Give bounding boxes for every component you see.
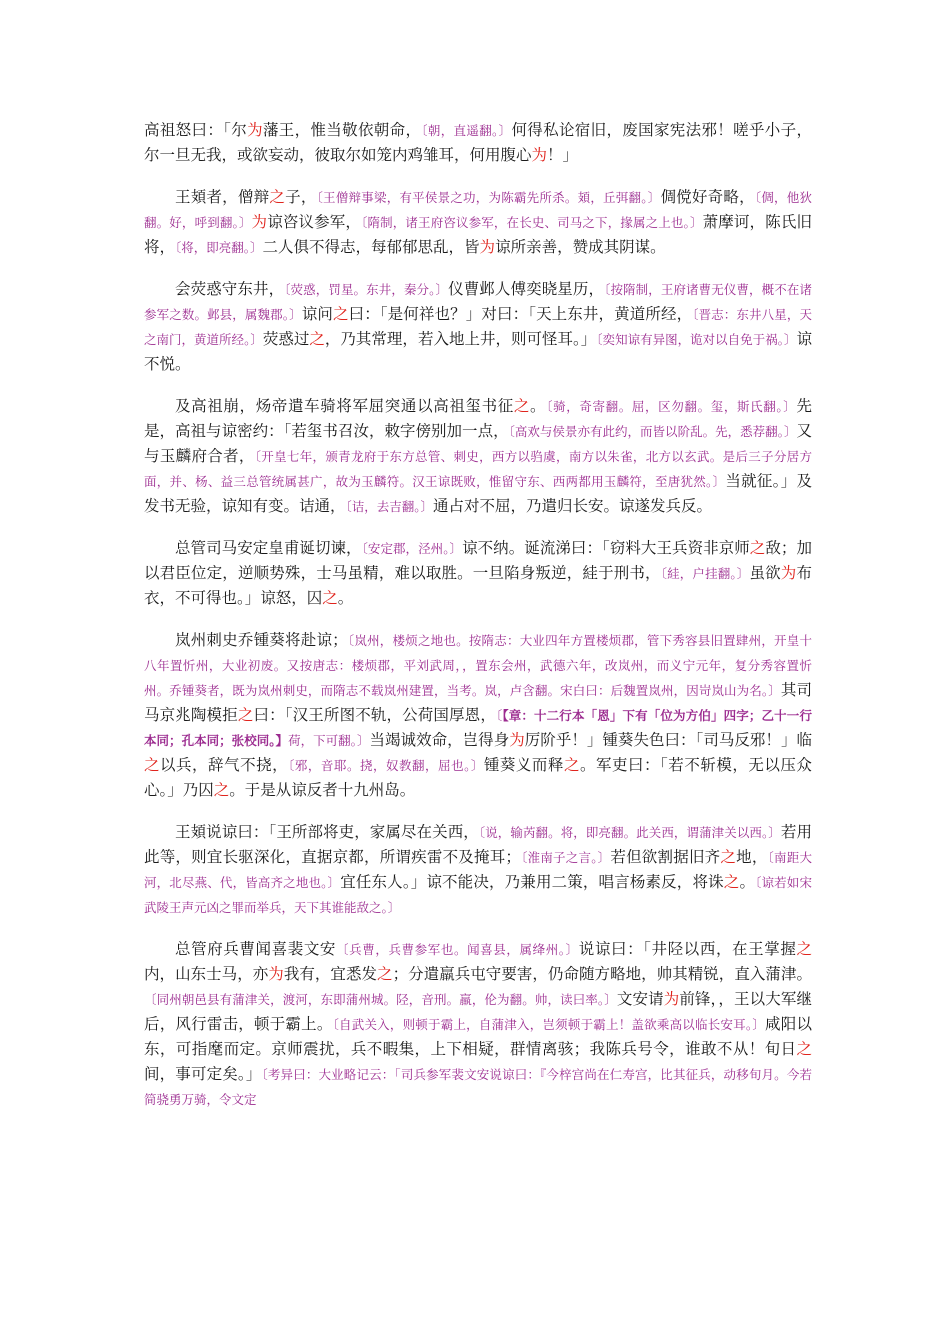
body-text: 间，事可定矣。」 [144,1065,262,1083]
paragraph [144,394,812,519]
annotation-note: 〔同州朝邑县有蒲津关，渡河，东即蒲州城。陉，音刑。羸，伦为翻。帅，读曰率。〕 [144,992,617,1007]
body-text: 王頍说谅曰：「王所部将吏，家属尽在关西， [175,823,479,841]
annotation-note: 〔朝，直遥翻。〕 [421,123,512,138]
annotation-note: 〔晋志：东井八星，天之南门，黄道所经。〕 [144,307,812,347]
body-text: 曰：「是何祥也？」对曰：「天上东井，黄道所经， [348,305,693,323]
body-text: 。 [530,397,547,415]
highlighted-character: 为 [780,564,797,582]
body-text: 厉阶乎！」锺葵失色曰：「司马反邪！」临 [524,731,812,749]
body-text: 布衣，不可得也。」谅怒，囚 [144,564,812,607]
body-text: 当竭诚效命，岂得身 [369,731,510,749]
body-text: 谅所亲善，赞成其阴谋。 [495,238,666,256]
body-text: 。 [739,873,756,891]
annotation-note: 〔开皇七年，颁青龙府于东方总管、刺史，西方以驺虞，南方以朱雀，北方以玄武。是后三子分居方面，并、杨、益三总管统属甚广，故为玉麟符。汉王谅既败，惟留守东、西两都用玉麟符，至唐犹然。〕 [144,449,812,489]
paragraph [144,937,812,1112]
body-text: 若但欲割据旧齐 [610,848,721,866]
highlighted-character: 之 [723,873,740,891]
highlighted-character: 为 [247,121,263,139]
annotation-note: 〔考异曰：大业略记云：「司兵参军裴文安说谅曰：『今梓宫尚在仁寿宫，比其征兵，动移旬月。今若简骁勇万骑，令文定 [144,1067,812,1107]
highlighted-character: 之 [332,305,349,323]
paragraph [144,536,812,611]
annotation-note: 〔谅若如宋武陵王声元凶之罪而举兵，天下其谁能敌之。〕 [144,875,812,915]
body-text: 荧惑过 [262,330,310,348]
body-text: 又与玉麟府合者， [144,422,812,465]
annotation-note: 〔将，即亮翻。〕 [175,240,263,255]
body-text: 仪曹邺人傅奕晓星历， [448,280,605,298]
annotation-note: 〔 [495,708,503,723]
highlighted-character: 之 [269,188,286,206]
body-text: 二人俱不得志，每郁郁思乱，皆 [262,238,480,256]
highlighted-character: 之 [796,940,812,958]
body-text: 内，山东士马，亦 [144,965,269,983]
annotation-note: 〔荧惑，罚星。东井，秦分。〕 [284,282,449,297]
paragraph [144,628,812,803]
body-text: ；分遣羸兵屯守要害，仍命随方略地，帅其精锐，直入蒲津。 [392,965,812,983]
body-text: 虽欲 [749,564,781,582]
body-text: 谅咨议参军， [267,213,362,231]
body-text: 岚州刺史乔锺葵将赴谅； [175,631,348,649]
body-text: 锺葵义而释 [483,756,564,774]
body-text: 曰：「汉王所图不轨，公荷国厚恩， [253,706,496,724]
annotation-note: 〔按隋制，王府诸曹无仪曹，概不在诸参军之数。邺县，属魏郡。〕 [144,282,812,322]
annotation-note: 〔岚州，楼烦之地也。按隋志：大业四年方置楼烦郡，管下秀容县旧置肆州，开皇十八年置忻州，大业初废。又按唐志：楼烦郡，平刘武周，，置东会州，武德六年，改岚州，而义宁元年，复分秀容置忻州。乔锺葵者，既为岚州刺史，而隋志不载岚州建置，当考。岚，卢含翻。宋白曰：后魏置岚州，因岢岚山为名。〕 [144,633,812,698]
body-text: 宜任东人。」谅不能决，乃兼用二策，唱言杨素反，将诛 [340,873,724,891]
highlighted-character: 之 [144,756,161,774]
highlighted-character: 为 [479,238,496,256]
highlighted-character: 之 [213,781,230,799]
body-text: 我有，宜悉发 [283,965,378,983]
body-text: 倜傥好奇略， [660,188,755,206]
highlighted-character: 之 [513,397,531,415]
annotation-note: 〔南距大河，北尽燕、代，皆高齐之地也。〕 [144,850,812,890]
body-text: 子， [285,188,317,206]
highlighted-character: 之 [377,965,393,983]
annotation-note: 〔王僧辩事梁，有平侯景之功，为陈霸先所杀。頍，丘弭翻。〕 [316,190,661,205]
highlighted-character: 之 [749,539,766,557]
body-text: 文安请 [616,990,664,1008]
annotation-note: 〔絓，户挂翻。〕 [660,566,750,581]
body-text: 。 [337,589,354,607]
annotation-note: 【章：十二行本「恩」下有「位为方伯」四字；乙十一行本同；孔本同；张校同。】 [144,708,812,748]
paragraph [144,185,812,260]
annotation-note: 〔高欢与侯景亦有此约，而皆以阶乱。先，悉荐翻。〕 [508,424,797,439]
annotation-note: 〔隋制，诸王府咨议参军，在长史、司马之下，掾属之上也。〕 [361,215,703,230]
highlighted-character: 之 [563,756,580,774]
annotation-note: 〔安定郡，泾州。〕 [361,541,463,556]
paragraph [144,820,812,920]
body-text: 会荧惑守东井， [175,280,285,298]
annotation-note: 〔倜，他狄翻。好，呼到翻。〕 [144,190,812,230]
annotation-note: 〔邪，音耶。挠，奴教翻，屈也。〕 [288,758,484,773]
highlighted-character: 为 [663,990,680,1008]
highlighted-character: 之 [322,589,338,607]
body-text: 总管司马安定皇甫诞切谏， [175,539,362,557]
body-text: 地， [736,848,768,866]
body-text: 萧摩诃，陈氏旧将， [144,213,812,256]
body-text: ，乃其常理，若入地上井，则可怪耳。」 [324,330,597,348]
annotation-note: 〔骑，奇寄翻。屈，区勿翻。玺，斯氏翻。〕 [546,399,797,414]
body-text: 其司马京兆陶模拒 [144,681,812,724]
body-text: 通占对不屈，乃遣归长安。谅遂发兵反。 [433,497,713,515]
annotation-note: 〔兵曹，兵曹参军也。闻喜县，属绛州。〕 [336,942,579,957]
highlighted-character: 之 [237,706,254,724]
body-text: 总管府兵曹闻喜裴文安 [175,940,337,958]
body-text: 藩王，惟当敬依朝命， [262,121,422,139]
body-text: ！」 [547,146,579,164]
highlighted-character: 之 [720,848,737,866]
annotation-note: 荷，下可翻。〕 [288,733,370,748]
annotation-note: 〔自武关入，则顿于霸上，自蒲津入，岂须顿于霸上！盖欲乘高以临长安耳。〕 [332,1017,766,1032]
highlighted-character: 为 [531,146,548,164]
highlighted-character: 为 [509,731,525,749]
body-text: 何得私论宿旧，废国家宪法邪！嗟乎小子，尔一旦无我，或欲妄动，彼取尔如笼内鸡雏耳，何用腹心 [144,121,812,164]
body-text: 咸阳以东，可指麾而定。京师震扰，兵不暇集，上下相疑，群情离骇；我陈兵号令，谁敢不从！旬日 [144,1015,812,1058]
body-text: 先是，高祖与谅密约：「若玺书召汝，敕字傍别加一点， [144,397,812,440]
body-text: 高祖怒曰：「尔 [144,121,248,139]
body-text: 以兵，辞气不挠， [160,756,289,774]
highlighted-character: 为 [268,965,284,983]
body-text: 谅不悦。 [144,330,812,373]
highlighted-character: 之 [796,1040,812,1058]
annotation-note: 〔淮南子之言。〕 [520,850,611,865]
body-text: 当就征。」及发书无验，谅知有变。诘通， [144,472,812,515]
body-text: 王頍者，僧辩 [175,188,270,206]
highlighted-character: 为 [251,213,268,231]
annotation-note: 〔说，输芮翻。将，即亮翻。此关西，谓蒲津关以西。〕 [478,825,781,840]
paragraph [144,277,812,377]
body-text: 若用此等，则宜长驱深化，直据京都，所谓疾雷不及掩耳； [144,823,812,866]
highlighted-character: 之 [309,330,325,348]
body-text: 谅问 [301,305,333,323]
annotation-note: 〔奕知谅有异图，诡对以自免于祸。〕 [596,332,797,347]
body-text: 。军吏曰：「若不斩模，无以压众心。」乃囚 [144,756,812,799]
paragraph [144,118,812,168]
body-text: 及高祖崩，炀帝遣车骑将军屈突通以高祖玺书征 [175,397,514,415]
body-text: 。于是从谅反者十九州岛。 [229,781,416,799]
body-text: 前锋，，王以大军继后，风行雷击，顿于霸上。 [144,990,812,1033]
body-text: 谅不纳。诞流涕曰：「窃料大王兵资非京师 [462,539,750,557]
body-text: 说谅曰：「井陉以西，在王掌握 [578,940,797,958]
body-text: 敌；加以君臣位定，逆顺势殊，士马虽精，难以取胜。一旦陷身叛逆，絓于刑书， [144,539,812,582]
annotation-note: 〔诘，去吉翻。〕 [345,499,434,514]
